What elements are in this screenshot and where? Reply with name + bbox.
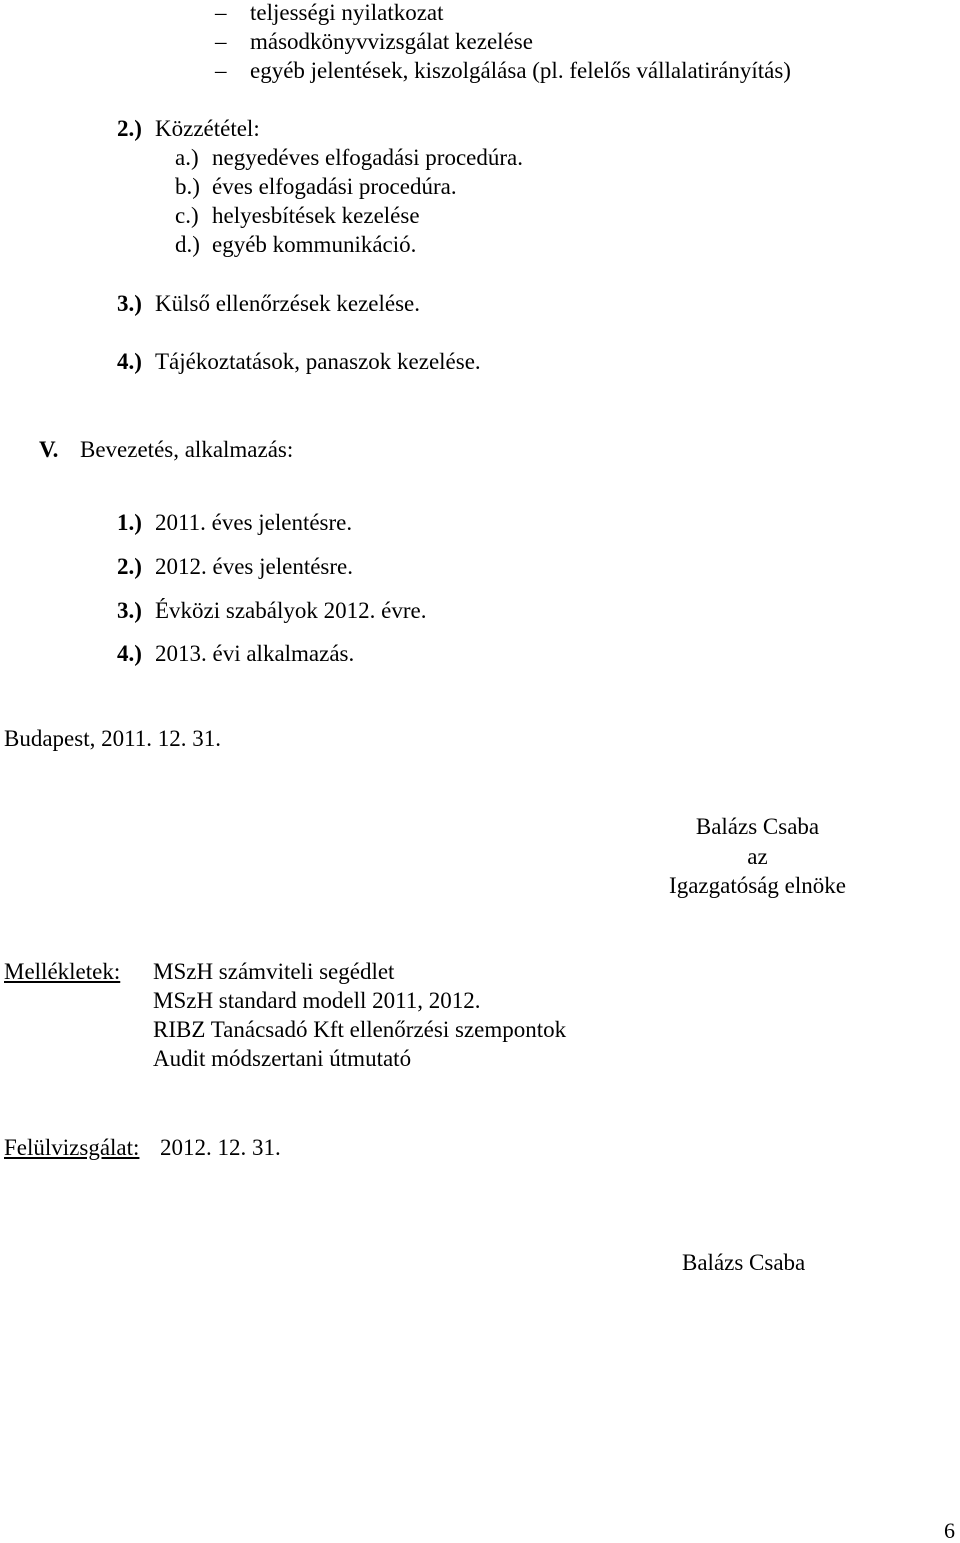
- signature-title: Igazgatóság elnöke: [669, 873, 846, 898]
- subitem-text: helyesbítések kezelése: [212, 203, 420, 228]
- attachment-item: Audit módszertani útmutató: [153, 1046, 412, 1071]
- signature-name: Balázs Csaba: [695, 814, 820, 839]
- attachment-item: RIBZ Tanácsadó Kft ellenőrzési szempontok: [153, 1017, 567, 1042]
- section-text: Külső ellenőrzések kezelése.: [155, 291, 421, 316]
- list-item-number: 3.): [117, 598, 142, 623]
- chapter-number: V.: [39, 437, 59, 462]
- attachment-item: MSzH standard modell 2011, 2012.: [153, 988, 481, 1013]
- bullet-text: másodkönyvvizsgálat kezelése: [250, 29, 533, 54]
- subitem-label: b.): [175, 174, 200, 199]
- bullet-text: teljességi nyilatkozat: [250, 0, 444, 25]
- list-item-text: 2013. évi alkalmazás.: [155, 641, 355, 666]
- subitem-label: a.): [175, 145, 199, 170]
- bullet-text: egyéb jelentések, kiszolgálása (pl. felelős vállalatirányítás): [250, 58, 791, 83]
- list-item-number: 2.): [117, 554, 142, 579]
- list-item-number: 4.): [117, 641, 142, 666]
- section-title: Közzététel:: [155, 116, 260, 141]
- subitem-text: negyedéves elfogadási procedúra.: [212, 145, 523, 170]
- review-label: Felülvizsgálat:: [4, 1135, 140, 1160]
- subitem-label: c.): [175, 203, 199, 228]
- bullet-dash: –: [215, 58, 227, 83]
- list-item-text: Évközi szabályok 2012. évre.: [155, 598, 427, 623]
- section-number: 2.): [117, 116, 142, 141]
- section-number: 3.): [117, 291, 142, 316]
- attachments-label: Mellékletek:: [4, 959, 121, 984]
- subitem-text: egyéb kommunikáció.: [212, 232, 417, 257]
- list-item-text: 2011. éves jelentésre.: [155, 510, 353, 535]
- list-item-number: 1.): [117, 510, 142, 535]
- chapter-title: Bevezetés, alkalmazás:: [80, 437, 294, 462]
- section-text: Tájékoztatások, panaszok kezelése.: [155, 349, 481, 374]
- review-date: 2012. 12. 31.: [160, 1135, 281, 1160]
- review-signature: Balázs Csaba: [682, 1250, 806, 1275]
- place-date: Budapest, 2011. 12. 31.: [4, 726, 221, 751]
- page-number: 6: [944, 1518, 955, 1543]
- signature-line: az: [747, 844, 768, 869]
- section-number: 4.): [117, 349, 142, 374]
- bullet-dash: –: [215, 0, 227, 25]
- subitem-label: d.): [175, 232, 200, 257]
- subitem-text: éves elfogadási procedúra.: [212, 174, 457, 199]
- list-item-text: 2012. éves jelentésre.: [155, 554, 353, 579]
- attachment-item: MSzH számviteli segédlet: [153, 959, 395, 984]
- bullet-dash: –: [215, 29, 227, 54]
